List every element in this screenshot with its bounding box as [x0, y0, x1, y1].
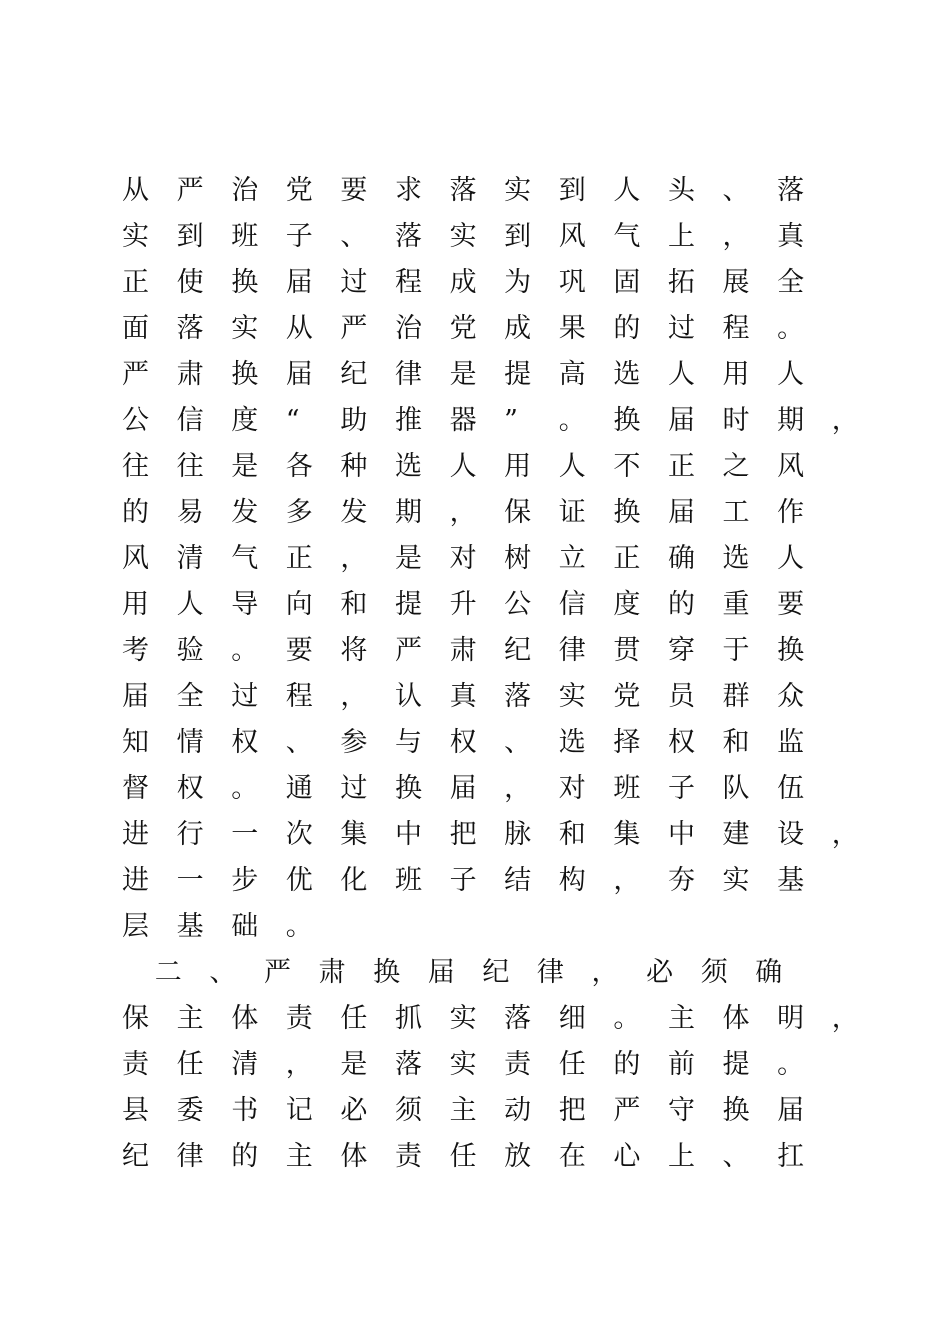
text-line: 考 验 。 要 将 严 肃 纪 律 贯 穿 于 换: [122, 635, 805, 666]
text-line: 风 清 气 正 ， 是 对 树 立 正 确 选 人: [122, 543, 805, 574]
text-line: 往 往 是 各 种 选 人 用 人 不 正 之 风: [122, 451, 805, 482]
text-line: 知 情 权 、 参 与 权 、 选 择 权 和 监: [122, 727, 805, 758]
document-body: [122, 168, 859, 1180]
text-line: 实 到 班 子 、 落 实 到 风 气 上 ， 真: [122, 221, 805, 252]
text-line: 进 一 步 优 化 班 子 结 构 ， 夯 实 基: [122, 865, 805, 896]
text-line: 届 全 过 程 ， 认 真 落 实 党 员 群 众: [122, 681, 805, 712]
text-line: 的 易 发 多 发 期 ， 保 证 换 届 工 作: [122, 497, 805, 528]
text-line: 从 严 治 党 要 求 落 实 到 人 头 、 落: [122, 175, 805, 206]
text-line: 严 肃 换 届 纪 律 是 提 高 选 人 用 人: [122, 359, 805, 390]
text-line: 县 委 书 记 必 须 主 动 把 严 守 换 届: [122, 1095, 805, 1126]
text-line: 二 、 严 肃 换 届 纪 律 ， 必 须 确: [154, 957, 783, 988]
text-line: 责 任 清 ， 是 落 实 责 任 的 前 提 。: [122, 1049, 805, 1080]
text-line: 用 人 导 向 和 提 升 公 信 度 的 重 要: [122, 589, 805, 620]
text-line: 公 信 度 “ 助 推 器 ” 。 换 届 时 期 ，: [122, 405, 859, 436]
text-line: 正 使 换 届 过 程 成 为 巩 固 拓 展 全: [122, 267, 805, 298]
text-line: 进 行 一 次 集 中 把 脉 和 集 中 建 设 ，: [122, 819, 859, 850]
text-line: 纪 律 的 主 体 责 任 放 在 心 上 、 扛: [122, 1141, 805, 1172]
text-line: 保 主 体 责 任 抓 实 落 细 。 主 体 明 ，: [122, 1003, 859, 1034]
text-line: 督 权 。 通 过 换 届 ， 对 班 子 队 伍: [122, 773, 805, 804]
text-line: 面 落 实 从 严 治 党 成 果 的 过 程 。: [122, 313, 805, 344]
text-line: 层 基 础 。: [122, 911, 313, 942]
